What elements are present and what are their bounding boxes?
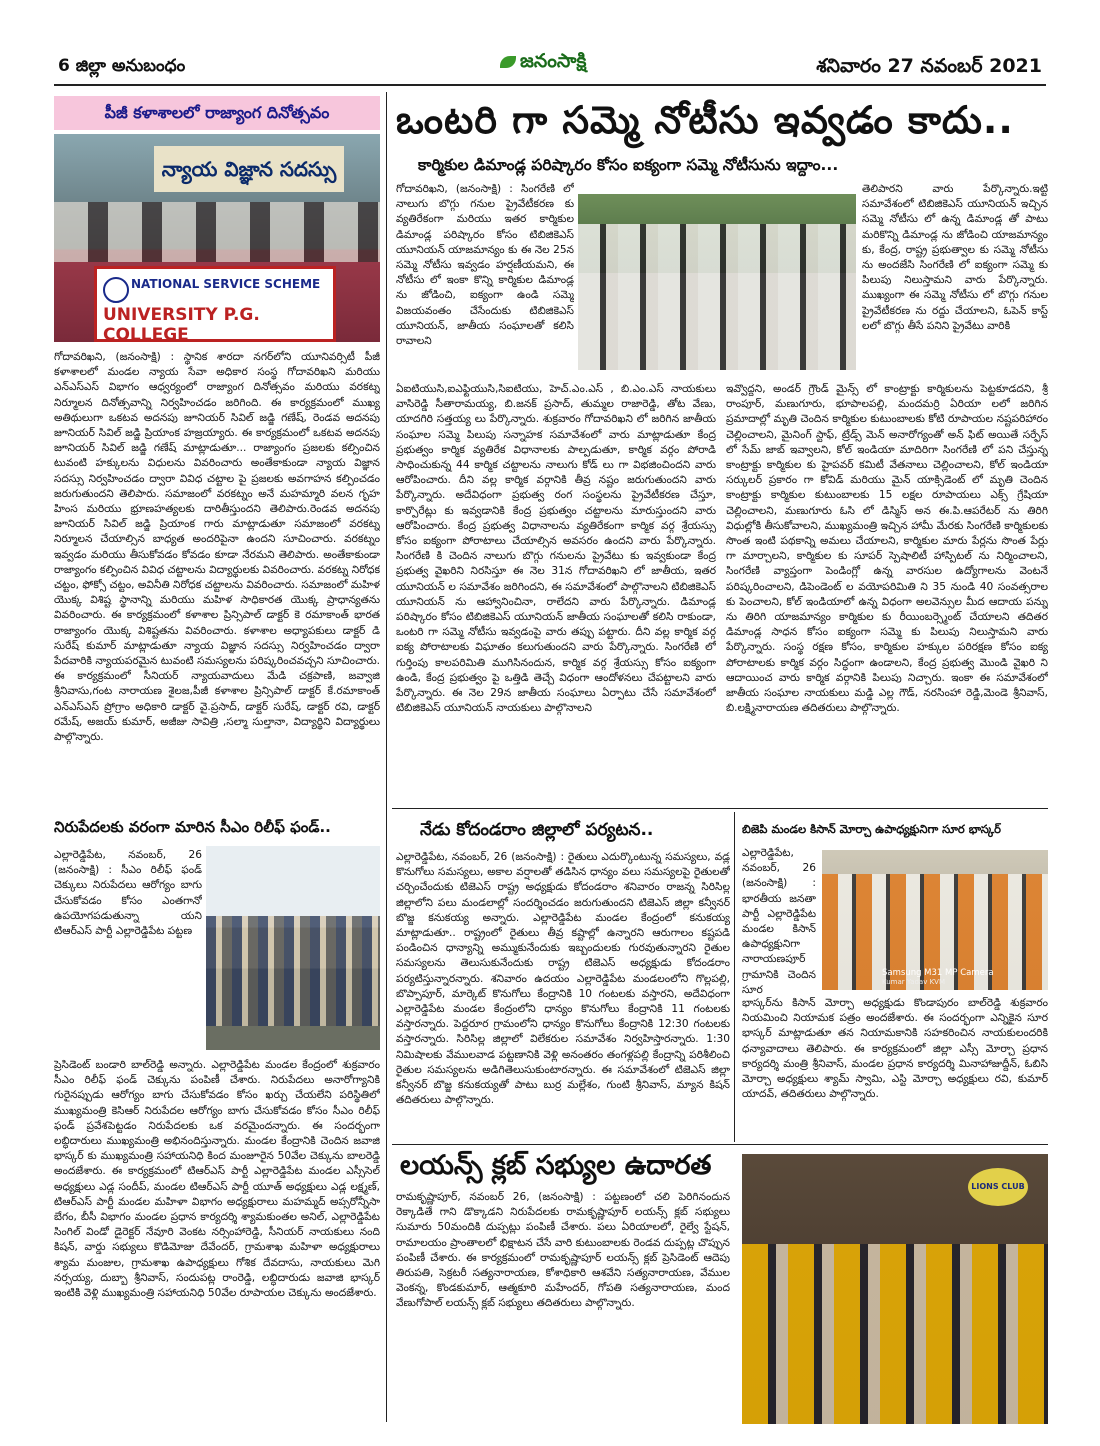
lions-body: రామకృష్ణాపూర్, నవంబర్ 26, (జనంసాక్షి) : పట్టణంలో చలి పెరిగినందున రెక్కాడితే గాని డొక్కాడని నిరుపేదలకు రామకృష్ణాపూర్ లయన్స్ క్లబ్ సభ్యులు సుమారు 50మందికి దుప్పట్లు పంపిణీ చేశారు. పలు ఏరియాలలో, రైల్వే స్టేషన్, రామాలయం ప్రాంతాలలో భిక్షాటన చేసే వారి కుటుంబాలకు రెండవ దుప్పట్ల చొప్పున పంపిణీ చేశారు. ఈ కార్యక్రమంలో రామకృష్ణాపూర్ లయన్స్ క్లబ్ ప్రెసిడెంట్ ఆదెపు తిరుపతి, సెక్రటరీ సత్యనారాయణ, కోశాధికారి ఆశవేని సత్యనారాయణ, వేముల వెంకన్న, కొండకుమార్, ఆత్మకూరి మహేందర్, గోపతి సత్యనారాయణ, మంద వేణుగోపాల్ లయన్స్ క్లబ్ సభ్యులు తదితరులు పాల్గొన్నారు. [396, 1191, 730, 1310]
issue-date: శనివారం 27 నవంబర్ 2021 [816, 55, 1042, 77]
bjp-intro: ఎల్లారెడ్డిపేట, నవంబర్, 26 (జనంసాక్షి) : భారతీయ జనతా పార్టీ ఎల్లారెడ్డిపేట మండల కిసాన్ ఉపాధ్యక్షునిగా నారాయణపూర్ గ్రామానికి చెందిన సూర [742, 847, 816, 996]
bjp-photo-caption: Samsung M31 MP Camera [882, 968, 994, 978]
strike-col-right: తెలిపారని వారు పేర్కొన్నారు.ఇట్టి సమావేశంలో టిబిజికెఎస్ యూనియన్ ఇచ్చిన సమ్మె నోటీసు లో ఉన్న డిమాండ్ల తో పాటు మరికొన్ని డిమాండ్ల ను జోడించి యాజమాన్యం కు, కేంద్ర, రాష్ట్ర ప్రభుత్వాల కు సమ్మె నోటీసు ను అందజేసి సింగరేణి లో ఐక్యంగా సమ్మె కు పిలుపు నిలుస్తామని వారు పేర్కొన్నారు. ముఖ్యంగా ఈ సమ్మె నోటీసు లో బొగ్గు గనుల ప్రైవేటీకరణ ను రద్దు చేయాలని, ఓపెన్ కాస్ట్ లలో బొగ్గు తీసే పనిని ప్రైవేటు వారికి [862, 183, 1048, 332]
lions-people [742, 1244, 1048, 1424]
lions-photo [742, 1154, 1048, 1424]
nss-label: NATIONAL SERVICE SCHEME [131, 277, 321, 291]
college-label: UNIVERSITY P.G. COLLEGE [103, 305, 260, 342]
strike-body-left: ఏఐటియుసి,ఐఎఫ్టియుసి,సిఐటియు, హెచ్.ఎం.ఎస్ , బి.ఎం.ఎస్ నాయకులు వాసిరెడ్డి సీతారామయ్య, బి.జనక్ ప్రసాద్, తుమ్మల రాజారెడ్డి, తోట వేణు, యాదగిరి సత్తయ్య లు పేర్కొన్నారు. శుక్రవారం గోదావరిఖని లో జరిగిన జాతీయ సంఘాల సమ్మె పిలుపు సన్నాహక సమావేశంలో వారు మాట్లాడుతూ కేంద్ర ప్రభుత్వం కార్మిక వ్యతిరేక విధానాలకు పాల్పడుతూ, కార్మిక వర్గం పోరాడి సాధించుకున్న 44 కార్మిక చట్టాలను నాలుగు కోడ్ లు గా విభజించిందని వారు ఆరోపించారు. దీని వల్ల కార్మిక వర్గానికి తీవ్ర నష్టం జరుగుతుందని వారు పేర్కొన్నారు. అదేవిధంగా ప్రభుత్వ రంగ సంస్థలను ప్రైవేటీకరణ చేస్తూ, కార్పొరేట్లు కు ఇవ్వడానికి కేంద్ర ప్రభుత్వం చట్టాలను మారుస్తుందని వారు ఆరోపించారు. కేంద్ర ప్రభుత్వ విధానాలను వ్యతిరేకంగా కార్మిక వర్గ శ్రేయస్సు కోసం ఐక్యంగా పోరాటాలు చేయాల్సిన అవసరం ఉందని వారు పేర్కొన్నారు. సింగరేణి కి చెందిన నాలుగు బొగ్గు గనులను ప్రైవేటు కు ఇవ్వకుండా కేంద్ర ప్రభుత్వ వైఖరిని నిరసిస్తూ ఈ నెల 31న గోదావరిఖని లో జాతీయ, ఇతర యూనియన్ ల సమావేశం జరిగిందని, ఈ సమావేశంలో పాల్గొనాలని టిబిజికెఎస్ యూనియన్ ను ఆహ్వానించినా, రాలేదని వారు పేర్కొన్నారు. డిమాండ్ల పరిష్కారం కోసం టిబిజికెఎస్ యూనియన్ జాతీయ సంఘాలతో కలిసి రాకుండా, ఒంటరి గా సమ్మె నోటీసు ఇవ్వడంపై వారు తప్పు పట్టారు. దీని వల్ల కార్మిక వర్గ ఐక్య పోరాటాలకు విఘాతం కలుగుతుందని వారు పేర్కొన్నారు. సింగరేణి లో గుర్తింపు కాలపరిమితి ముగిసినందున, కార్మిక వర్గ శ్రేయస్సు కోసం ఐక్యంగా ఉండి, కేంద్ర ప్రభుత్వం పై ఒత్తిడి తెచ్చే విధంగా ఆందోళనలు చేపట్టాలని వారు పేర్కొన్నారు. ఈ నెల 29న జాతీయ సంఘాలు ఏర్పాటు చేసే సమావేశంలో టిబిజికెఎస్ యూనియన్ నాయకులు పాల్గొనాలని [396, 383, 716, 715]
relief-people [206, 916, 380, 1026]
strike-body-right: ఇవ్వొద్దని, అండర్ గ్రౌండ్ మైన్స్ లో కాంట్రాక్టు కార్మికులను పెట్టకూడదని, శ్రీ రాంపూర్, మణుగూరు, భూపాలపల్లి, మందమర్రి ఏరియా లలో జరిగిన ప్రమాదాల్లో మృతి చెందిన కార్మికుల కుటుంబాలకు కోటి రూపాయల నష్టపరిహారం చెల్లించాలని, మైనింగ్ స్టాఫ్, ట్రేడ్స్ మెన్ అనారోగ్యంతో అన్ ఫిట్ అయితే సర్ఫేస్ లో సేమ్ జాబ్ ఇవ్వాలని, కోల్ ఇండియా మాదిరిగా సింగరేణి లో పని చేస్తున్న కాంట్రాక్టు కార్మికుల కు హైపవర్ కమిటీ వేతనాలు చెల్లించాలని, కోల్ ఇండియా సర్కులర్ ప్రకారం గా కోవిడ్ మరియు మైన్ యాక్సిడెంట్ లో మృతి చెందిన కాంట్రాక్టు కార్మికుల కుటుంబాలకు 15 లక్షల రూపాయలు ఎక్స్ గ్రేషియా చెల్లించాలని, మణుగూరు ఓసి లో డిస్మిస్ అన ఈ.పి.ఆపరేటర్ ను తిరిగి విధుల్లోకి తీసుకోవాలని, ముఖ్యమంత్రి ఇచ్చిన హామీ మేరకు సింగరేణి కార్మికులకు సొంత ఇంటి పథకాన్ని అమలు చేయాలని, కార్మికుల మారు పేర్లను సొంత పేర్లు గా మార్చాలని, కార్మికుల కు సూపర్ స్పెషాలిటీ హాస్పిటల్ ను నిర్మించాలని, సింగరేణి వ్యాప్తంగా పెండింగ్లో ఉన్న వారసుల ఉద్యోగాలను వెంటనే పరిష్కరించాలని, డిపెండెంట్ ల వయోపరిమితి ని 35 నుండి 40 సంవత్సరాల కు పెంచాలని, కోల్ ఇండియాలో ఉన్న విధంగా అలవెన్సుల మీద ఆదాయ పన్ను ను తిరిగి యాజమాన్యం కార్మికుల కు రీయింబర్స్మెంట్ చేయాలని తదితర డిమాండ్ల సాధన కోసం ఐక్యంగా సమ్మె కు పిలుపు నిలుస్తామని వారు పేర్కొన్నారు. సంస్థ రక్షణ కోసం, కార్మికుల హక్కుల పరిరక్షణ కోసం ఐక్య పోరాటాలకు కార్మిక వర్గం సిద్ధంగా ఉండాలని, కేంద్ర ప్రభుత్వ మొండి వైఖరి ని ఆదాయించ వారు కార్మిక వర్గానికి పిలుపు నిచ్చారు. ఇంకా ఈ సమావేశంలో జాతీయ సంఘాల నాయకులు మడ్డి ఎల్ల గౌడ్, నరసింహా రెడ్డి,మెండె శ్రీనివాస్, బి.లక్ష్మినారాయణ తదితరులు పాల్గొన్నారు. [726, 383, 1048, 715]
photo-sign-bottom [94, 266, 336, 342]
constitution-photo [54, 134, 380, 342]
lions-sign: LIONS CLUB [968, 1168, 1028, 1206]
lions-top-rule [392, 1144, 1048, 1145]
kodandaram-headline: నేడు కోదండరాం జిల్లాలో పర్యటన.. [420, 820, 654, 840]
masthead-logo [500, 50, 586, 77]
bjp-photo [822, 850, 1048, 990]
bjp-body: భాస్కర్‌ను కిసాన్ మోర్చా అధ్యక్షుడు కొండాపురం బాల్‌రెడ్డి శుక్రవారం నియమించి నియామక పత్రం అందజేశారు. ఈ సందర్భంగా ఎన్నికైన సూర భాస్కర్ మాట్లాడుతూ తన నియామకానికి సహకరించిన నాయకులందరికి ధన్యావాదాలు తెలిపారు. ఈ కార్యక్రమంలో జిల్లా ఎస్సీ మోర్చా ప్రధాన కార్యదర్శి మంత్రి శ్రీనివాస్, మండల ప్రధాన కార్యదర్శి మినాహాజుద్దీన్, ఓబిసి మోర్చా అధ్యక్షులు శ్యామ్ స్వామి, ఎస్టి మోర్చా అధ్యక్షులు రవి, కుమార్ యాదవ్, తదితరులు పాల్గొన్నారు. [742, 997, 1048, 1101]
relief-intro: ఎల్లారెడ్డిపేట, నవంబర్, 26 (జనంసాక్షి) : సీఎం రిలీఫ్ ఫండ్ చెక్కులు నిరుపేదలు ఆరోగ్యం బాగు చేసుకోవడం కోసం ఎంతగానో ఉపయోగపడుతున్నా యని టిఆర్ఎస్ పార్టీ ఎల్లారెడ్డిపేట పట్టణ [54, 849, 202, 938]
relief-photo [206, 846, 380, 1050]
mid-column-rule [734, 812, 735, 1142]
nss-logo-icon [103, 277, 129, 303]
relief-headline: నిరుపేదలకు వరంగా మారిన సీఎం రిలీఫ్ ఫండ్.. [54, 818, 331, 836]
strike-bottom-rule [392, 808, 1048, 809]
header-rule [54, 84, 1046, 86]
constitution-body: గోదావరిఖని, (జనంసాక్షి) : స్థానిక శారదా నగర్‌లోని యూనివర్సిటీ పీజీ కళాశాలలో మండల న్యాయ సేవా అధికార సంస్థ గోదావరిఖని మరియు ఎన్ఎస్ఎస్ విభాగం ఆధ్వర్యంలో రాజ్యాంగ దినోత్సవం మరియు వరకట్న నిర్మూలన దినోత్సవాన్ని నిర్వహించడం జరిగింది. ఈ కార్యక్రమంలో ముఖ్య అతిథులుగా ఒకటవ అదనపు జూనియర్ సివిల్ జడ్జి గణేష్, రెండవ అదనపు జూనియర్ సివిల్ జడ్జి ప్రియాంక హజ్రయ్యారు. ఈ కార్యక్రమంలో ఒకటవ అదనపు జూనియర్ సివిల్ జడ్జి గణేష్ మాట్లాడుతూ... రాజ్యాంగం ప్రజలకు కల్పించిన టువంటి హక్కులను విధులను వివరించారు అంతేకాకుండా న్యాయ విజ్ఞాన సదస్సు నిర్వహించడం ద్వారా వివిధ చట్టాల పై ప్రజలకు అవగాహన కల్పించడం జరుగుతుందని తెలిపారు. సమాజంలో వరకట్నం అనే మహమ్మారి వలన గృహ హింస మరియు భ్రూణహత్యలకు దారితీస్తుందని తెలిపారు.రెండవ అదనపు జూనియర్ సివిల్ జడ్జి ప్రియాంక గారు మాట్లాడుతూ సమాజంలో వరకట్న నిర్మూలన చేయాల్సిన బాధ్యత అందరిపైనా ఉందని సూచించారు. వరకట్నం ఇవ్వడం మరియు తీసుకోవడం కోవడం కూడా నేరమని తెలిపారు. అంతేకాకుండా రాజ్యాంగం కల్పించిన వివిధ చట్టాలను విద్యార్థులకు వివరించారు. వరకట్న నిరోధక చట్టం, ఫోక్సో చట్టం, అవినీతి నిరోధక చట్టాలను వివరించారు. సమాజంలో మహిళ యొక్క విశిష్ట స్థానాన్ని మరియు మహిళ సాధికారత యొక్క ప్రాధాన్యతను వివరించారు. ఈ కార్యక్రమంలో కళాశాల ప్రిన్సిపాల్ డాక్టర్ కె రమాకాంత్ భారత రాజ్యాంగం యొక్క విశిష్టతను వివరించారు. కళాశాల అధ్యాపకులు డాక్టర్ డి సురేష్ కుమార్ మాట్లాడుతూ న్యాయ విజ్ఞాన సదస్సు నిర్వహించడం ద్వారా పేదవారికి న్యాయపరమైన టువంటి సమస్యలను పరిష్కరించవచ్చని సూచించారు. ఈ కార్యక్రమంలో సీనియర్ న్యాయవాదులు మేడి చక్రపాణి, జవ్వాజి శ్రీనివాసు,గంట నారాయణ శైలజ,పీజీ కళాశాల ప్రిన్సిపాల్ డాక్టర్ కే.రమాకాంత్ ఎన్ఎస్ఎస్ ప్రోగ్రాం అధికారి డాక్టర్ వై.ప్రసాద్, డాక్టర్ సురేష్, డాక్టర్ రవి, డాక్టర్ రమేష్, అజయ్ కుమార్, అజీజు సావిత్రి ,సల్మా సుల్తానా, విద్యార్థిని విద్యార్థులు పాల్గొన్నారు. [54, 351, 380, 744]
strike-subhead: కార్మికుల డిమాండ్ల పరిష్కారం కోసం ఐక్యంగా సమ్మె నోటీసును ఇద్దాం... [418, 156, 839, 174]
relief-body: ప్రెసిడెంట్ బండారి బాల్‌రెడ్డి అన్నారు. ఎల్లారెడ్డిపేట మండల కేంద్రంలో శుక్రవారం సీఎం రిలీఫ్ ఫండ్ చెక్కును పంపిణీ చేశారు. నిరుపేదలు అనారోగ్యానికి గురైనప్పుడు ఆరోగ్యం బాగు చేసుకోవడం కోసం ఖర్చు చేయలేని పరిస్థితిలో ముఖ్యమంత్రి కెసిఆర్ నిరుపేదల ఆరోగ్యం బాగు చేసుకోవడం కోసం సీఎం రిలీఫ్ ఫండ్ ప్రవేశపెట్టడం నిరుపేదలకు ఒక వరమైందన్నారు. ఈ సందర్భంగా లబ్ధిదారులు ముఖ్యమంత్రి అభినందిస్తున్నారు. మండల కేంద్రానికి చెందిన జవాజి భాస్కర్ కు ముఖ్యమంత్రి సహాయనిధి కింద మంజూరైన 50వేల చెక్కును బాలరెడ్డి అందజేశారు. ఈ కార్యక్రమంలో టిఆర్ఎస్ పార్టీ ఎల్లారెడ్డిపేట మండల ఎస్సీసెల్ అధ్యక్షులు ఎడ్ల సందీప్, మండల టిఆర్ఎస్ పార్టీ యూత్ అధ్యక్షులు ఎడ్ల లక్ష్మణ్, టిఆర్ఎస్ పార్టీ మండల మహిళా విభాగం అధ్యక్షురాలు మహమ్మద్ అప్సరోన్నీసా బేగం, బీసీ విభాగం మండల ప్రధాన కార్యదర్శి శ్యామకుంతల అనిల్, ఎల్లారెడ్డిపేట సింగిల్ విండో డైరెక్టర్ నేవూరి వెంకట నర్సింహారెడ్డి, సీనియర్ నాయకులు నంది కిషన్, వార్డు సభ్యులు కొడిమోజు దేవేందర్, గ్రామశాఖ మహిళా అధ్యక్షురాలు శ్యామ మంజుల, గ్రామశాఖ ఉపాధ్యక్షులు గోశిక దేవదాసు, నాయకులు మెగి నర్సయ్య, దుబ్బా శ్రీనివాస్, సందుపట్ల రాంరెడ్డి, లబ్ధిదారుడు జవాజి భాస్కర్ ఇంటికి వెళ్లి ముఖ్యమంత్రి సహాయనిధి 50వేల రూపాయల చెక్కును అందజేశారు. [54, 1059, 380, 1300]
strike-headline: ఒంటరి గా సమ్మె నోటీసు ఇవ్వడం కాదు.. [396, 98, 1014, 142]
leaf-icon [500, 56, 516, 68]
kodandaram-body: ఎల్లారెడ్డిపేట, నవంబర్, 26 (జనంసాక్షి) : రైతులు ఎదుర్కొంటున్న సమస్యలు, వడ్ల కొనుగోలు సమస్యలు, అకాల వర్షాలతో తడిసిన ధాన్యం వలు సమస్యలపై రైతులతో చర్చించేందుకు టిజెఎస్ రాష్ట్ర అధ్యక్షుడు కోదండరాం శనివారం రాజన్న సిరిసిల్ల జిల్లాలోని పలు మండలాల్లో సందర్శించడం జరుగుతుందని టిజెఎస్ జిల్లా కన్వీనర్ బొజ్జ కనుకయ్య అన్నారు. ఎల్లారెడ్డిపేట మండల కేంద్రంలో కనుకయ్య మాట్లాడుతూ.. రాష్ట్రంలో రైతులు తీవ్ర కష్టాల్లో ఉన్నారని ఆరుగాలం కష్టపడి పండించిన ధాన్యాన్ని అమ్ముకునేందుకు ఇబ్బందులకు గురవుతున్నారని రైతుల సమస్యలను తెలుసుకునేందుకు రాష్ట్ర టిజెఎస్ అధ్యక్షుడు కోదండరాం పర్యటిస్తున్నారన్నారు. శనివారం ఉదయం ఎల్లారెడ్డిపేట మండలంలోని గొల్లపల్లి, బొప్పాపూర్, మార్కెట్ కొనుగోలు కేంద్రానికి 10 గంటలకు వస్తారని, అదేవిధంగా ఎల్లారెడ్డిపేట మండల కేంద్రంలోని ధాన్యం కొనుగోలు కేంద్రానికి 11 గంటలకు వస్తారన్నారు. పెద్దరూర గ్రామంలోని ధాన్యం కొనుగోలు కేంద్రానికి 12:30 గంటలకు వస్తారన్నారు. సిరిసిల్ల జిల్లాలో విలేకరుల సమావేశం నిర్వహిస్తారన్నారు. 1:30 నిమిషాలకు వేములవాడ పట్టణానికి వెళ్లి అనంతరం తంగళ్లపల్లి కేంద్రాన్ని పరిశీలించి రైతుల సమస్యలను అడిగితెలుసుకుంటారన్నారు. ఈ సమావేశంలో టిజెఎస్ జిల్లా కన్వీనర్ బొజ్జ కనుకయ్యతో పాటు బుర్ర మల్లేశం, గుంటి శ్రీనివాస్, మ్యాన కిషన్ తదితరులు పాల్గొన్నారు. [396, 851, 730, 1107]
strike-people [578, 224, 856, 370]
strike-col-left: గోదావరిఖని, (జనంసాక్షి) : సింగరేణి లో నాలుగు బొగ్గు గనుల ప్రైవేటీకరణ కు వ్యతిరేకంగా మరియు ఇతర కార్మికుల డిమాండ్ల పరిష్కారం కోసం టిబిజికెఎస్ యూనియన్ యాజమాన్యం కు ఈ నెల 25న సమ్మె నోటీసు ఇవ్వడం హర్షణీయమని, ఈ నోటీసు లో ఇంకా కొన్ని కార్మికుల డిమాండ్ల ను జోడించి, ఐక్యంగా ఉండి సమ్మె విజయవంతం చేసేందుకు టిబిజికెఎస్ యూనియన్, జాతీయ సంఘాలతో కలిసి రావాలని [396, 183, 574, 348]
strike-photo [578, 194, 856, 370]
photo-sign-top: న్యాయ విజ్ఞాన సదస్సు [154, 146, 344, 192]
bjp-photo-caption2: Kumar Yadav KVM [882, 978, 946, 986]
lions-headline: లయన్స్ క్లబ్ సభ్యుల ఉదారత [400, 1150, 712, 1181]
people-silhouettes [54, 202, 380, 262]
left-column-rule [386, 92, 387, 1422]
bjp-headline: బిజెపి మండల కిసాన్ మోర్చా ఉపాధ్యక్షునిగా సూర భాస్కర్ [742, 822, 1001, 836]
masthead-title: జనంసాక్షి [520, 50, 587, 72]
constitution-banner: పీజీ కళాశాలలో రాజ్యాంగ దినోత్సవం [54, 96, 380, 130]
page-section-label: 6 జిల్లా అనుబంధం [58, 56, 186, 76]
